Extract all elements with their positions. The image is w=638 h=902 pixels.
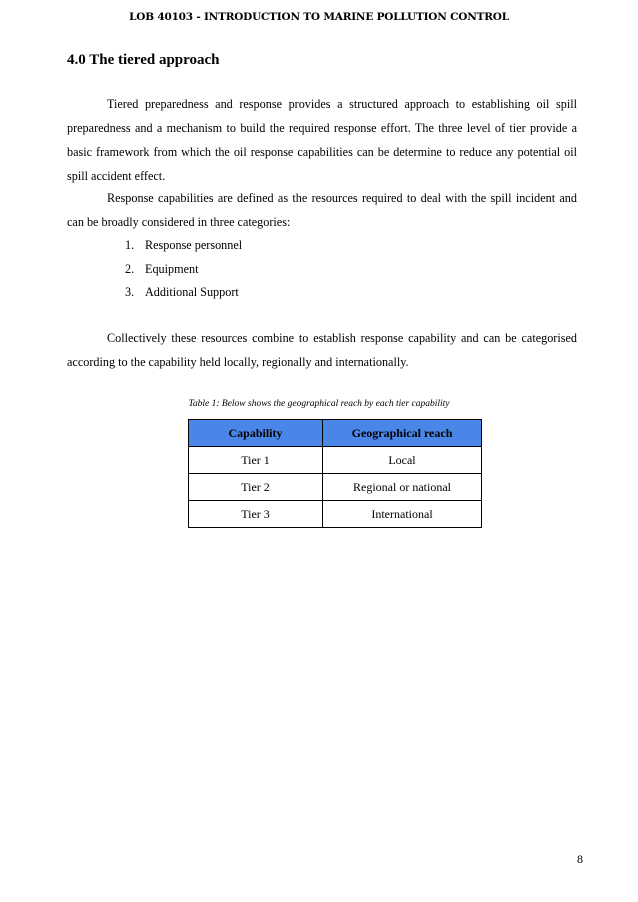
document-header: LOB 40103 - INTRODUCTION TO MARINE POLLUTION CONTROL <box>129 11 509 23</box>
paragraph-tiered-preparedness: Tiered preparedness and response provides a structured approach to establishing oil spill preparedness and a mechanism to build the required response effort. The three level of tier provide a basic framework from which the oil response capabilities can be determine to reduce any potential oil spill accident effect. <box>67 97 577 183</box>
table-cell-capability: Tier 2 <box>189 474 323 501</box>
table-caption: Table 1: Below shows the geographical reach by each tier capability <box>188 399 450 409</box>
capability-categories-list <box>125 234 242 305</box>
table-row <box>189 474 482 501</box>
table-row <box>189 501 482 528</box>
list-item-number: 1. <box>125 238 135 252</box>
list-item-text: Additional Support <box>145 285 239 299</box>
table-cell-reach: Local <box>323 447 482 474</box>
list-item <box>125 234 242 258</box>
table-cell-capability: Tier 3 <box>189 501 323 528</box>
list-item-text: Equipment <box>145 261 199 276</box>
list-item <box>125 258 242 282</box>
page-number: 8 <box>577 852 583 866</box>
table-row <box>189 447 482 474</box>
table-cell-reach: Regional or national <box>323 474 482 501</box>
table-cell-reach: International <box>323 501 482 528</box>
table-cell-capability: Tier 1 <box>189 447 323 474</box>
table-header-row <box>189 420 482 447</box>
list-item <box>125 281 242 305</box>
header-capability: Capability <box>189 420 323 447</box>
paragraph-response-capabilities: Response capabilities are defined as the resources required to deal with the spill incident and can be broadly considered in three categories: <box>67 191 577 229</box>
header-geographical-reach: Geographical reach <box>323 420 482 447</box>
list-item-number: 2. <box>125 261 135 276</box>
paragraph-collectively: Collectively these resources combine to establish response capability and can be categorised according to the capability held locally, regionally and internationally. <box>67 331 577 369</box>
list-item-number: 3. <box>125 285 135 299</box>
section-title: 4.0 The tiered approach <box>67 52 220 68</box>
list-item-text: Response personnel <box>145 238 243 252</box>
tier-capability-table <box>188 419 482 528</box>
